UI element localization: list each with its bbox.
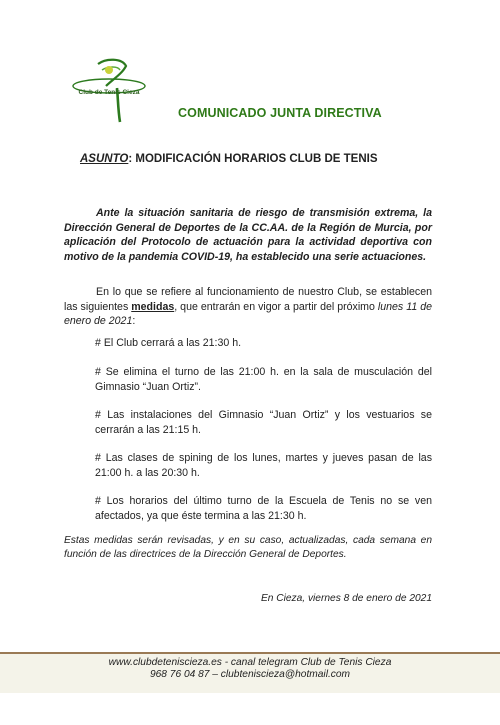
measure-item: # Los horarios del último turno de la Escuela de Tenis no se ven afectados, ya que éste termina a las 21:30 h. — [95, 495, 432, 522]
review-note: Estas medidas serán revisadas, y en su caso, actualizadas, cada semana en función de las directrices de la Dirección General de Deportes. — [64, 535, 432, 560]
measure-item: # Se elimina el turno de las 21:00 h. en la sala de musculación del Gimnasio “Juan Ortiz”. — [95, 366, 432, 393]
measure-item: # Las clases de spining de los lunes, martes y jueves pasan de las 21:00 h. a las 20:30 h. — [95, 452, 432, 479]
measure-item: # El Club cerrará a las 21:30 h. — [95, 337, 242, 349]
measures-intro-paragraph — [64, 285, 432, 329]
club-logo — [62, 56, 156, 126]
measures-keyword: medidas — [131, 300, 175, 313]
measures-intro-after: : — [132, 315, 136, 327]
subject-text: : MODIFICACIÓN HORARIOS CLUB DE TENIS — [128, 153, 378, 165]
footer-line-2: 968 76 04 87 – clubtenisciezа@hotmail.com — [149, 669, 351, 680]
measure-item: # Las instalaciones del Gimnasio “Juan Ortiz” y los vestuarios se cerrarán a las 21:15 h. — [95, 409, 432, 436]
logo-text: Club de Tenis Cieza — [78, 89, 140, 96]
measures-intro-middle: , que entrarán en vigor a partir del próximo — [174, 300, 378, 313]
subject-label: ASUNTO — [80, 153, 129, 165]
signature-line: En Cieza, viernes 8 de enero de 2021 — [260, 593, 432, 604]
start-date: lunes 11 de enero de 2021 — [64, 300, 432, 327]
page-title: COMUNICADO JUNTA DIRECTIVA — [178, 106, 382, 120]
intro-paragraph: Ante la situación sanitaria de riesgo de transmisión extrema, la Dirección General de Deportes de la CC.AA. de la Región de Murcia, por aplicación del Protocolo de actuación para la actividad deportiva con motivo de la pandemia COVID-19, ha establecido una serie actuaciones. — [64, 207, 432, 263]
footer — [0, 652, 500, 693]
footer-line-1: www.clubdetenisciezа.es - canal telegram Club de Tenis Cieza — [108, 657, 392, 668]
subject-line — [80, 153, 378, 165]
measures-intro-before: En lo que se refiere al funcionamiento de nuestro Club, se establecen las siguientes — [64, 286, 432, 313]
